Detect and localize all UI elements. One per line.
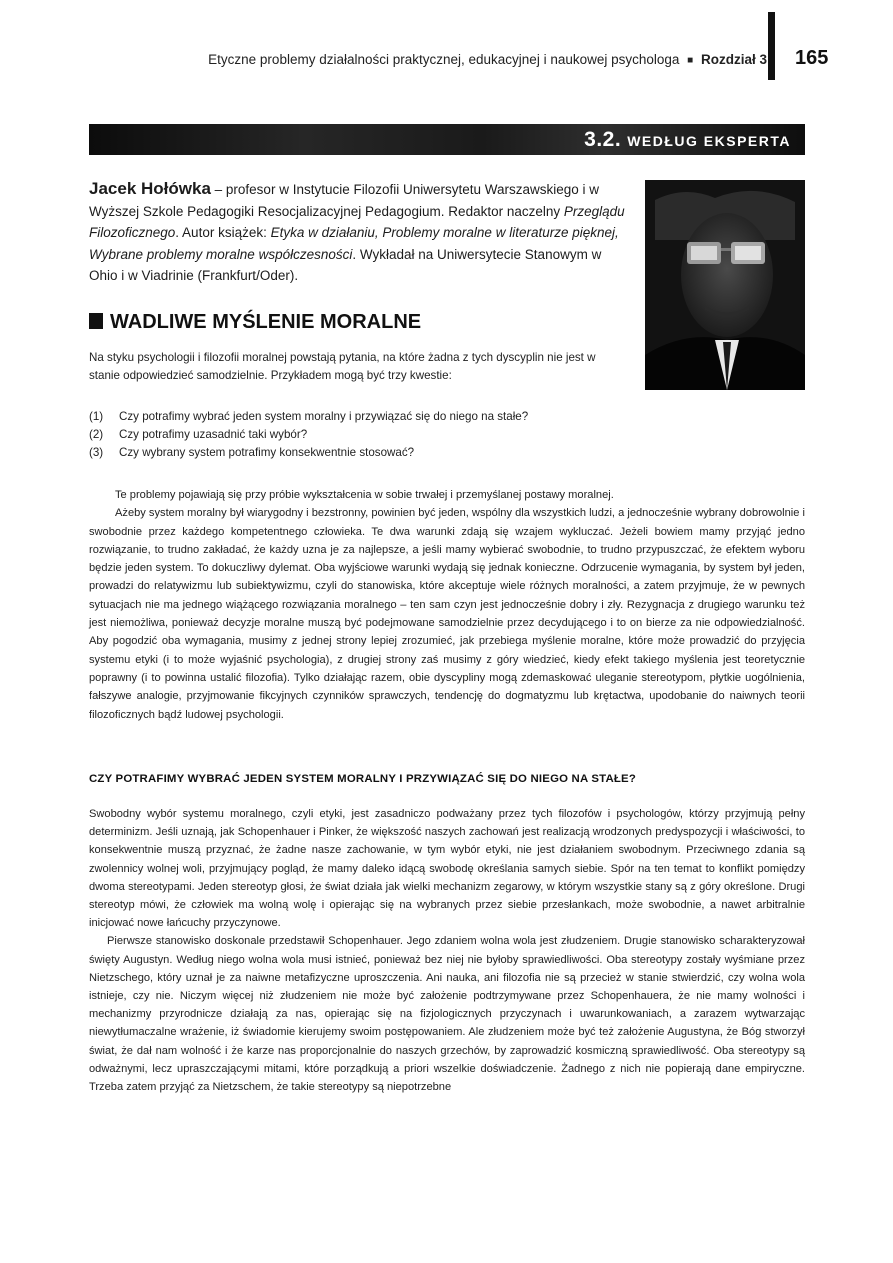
section-paragraph: Pierwsze stanowisko doskonale przedstawił Schopenhauer. Jego zdaniem wolna wola jest złudzeniem. Drugie stanowisko scharakteryzował święty Augustyn. Według niego wolna wola musi istnieć, ponieważ bez niej nie byłoby sprawiedliwości. Oba stereotypy zostały wyśmiane przez Nietzschego, który uznał je za naiwne metafizyczne uproszczenia. Ani nauka, ani filozofia nie są przecież w stanie stwierdzić, czy wolna wola istnieje, czy nie. Niczym więcej niż złudzeniem nie może być założenie podtrzymywane przez Schopenhauera, że nie mamy wolności i mechanizmy przyrodnicze działają za nas, opierając się na fizjologicznych przyczynach i uwarunkowaniach, a zarazem wytwarzając niewytłumaczalne wrażenie, iż świadomie kierujemy swoim postępowaniem. Ale złudzeniem może być też założenie Augustyna, że Bóg stworzył świat, że dał nam wolność i że karze nas proporcjonalnie do naszych grzechów, by zaprowadzić kosmiczną sprawiedliwość. Oba stereotypy są odważnymi, lecz upraszczającymi mitami, które porządkują a priori wszelkie doświadczenie. Żadnego z nich nie popierają dane empiryczne. Trzeba zatem przyjąć za Nietzschem, że takie stereotypy są niepotrzebne [89, 935, 805, 1094]
body-text [89, 486, 805, 724]
banner-section-number: 3.2. [584, 128, 622, 151]
section-banner [89, 124, 805, 155]
question-number: (3) [89, 446, 104, 459]
question-text: Czy wybrany system potrafimy konsekwentnie stosować? [119, 446, 415, 459]
list-item [89, 408, 789, 426]
main-heading [89, 311, 421, 334]
author-bio-text-2: . Autor książek: [175, 225, 271, 240]
question-text: Czy potrafimy wybrać jeden system moralny i przywiązać się do niego na stałe? [119, 410, 529, 423]
separator-square-icon: ■ [687, 55, 694, 66]
main-heading-text: WADLIWE MYŚLENIE MORALNE [110, 311, 422, 333]
intro-paragraph: Na styku psychologii i filozofii moralnej powstają pytania, na które żadna z tych dyscyplin nie jest w stanie odpowiedzieć samodzielnie. Przykładem mogą być trzy kwestie: [89, 351, 596, 382]
body-paragraph: Ażeby system moralny był wiarygodny i bezstronny, powinien być jeden, wspólny dla wszystkich ludzi, a jednocześnie wybrany dobrowolnie i swobodnie przez każdego kompetentnego człowieka. Te dwa warunki zdają się wzajem wykluczać. Jeżeli bowiem mamy przyjąć jedno rozwiązanie, to trudno zakładać, że każdy uzna je za najlepsze, a jeśli mamy wybierać swobodnie, to trudno przypuszczać, że efektem wyboru będzie jeden system. To dokuczliwy dylemat. Oba wyjściowe warunki wydają się jednak konieczne. Odrzucenie wymagania, by system był jeden, prowadzi do relatywizmu lub subiektywizmu, czyli do stanowiska, które akceptuje wiele różnych moralności, a zatem przyjmuje, że w pewnych sytuacjach nie ma jednego wiążącego rozwiązania moralnego – ten sam czyn jest jednocześnie dobry i zły. Rezygnacja z drugiego warunku też jest niemożliwa, ponieważ decyzje moralne muszą być podejmowane samodzielnie przez decydującego i to on bierze za nie odpowiedzialność. Aby pogodzić oba wymagania, musimy z jednej strony lepiej zrozumieć, jak przebiega myślenie moralne, które może prowadzić do przyjęcia systemu etyki (i to może wyjaśnić psychologia), z drugiej strony zaś musimy z góry wiedzieć, kiedy efekt takiego myślenia jest teoretycznie poprawny (i to powinna ustalić filozofia). Tylko działając razem, obie dyscypliny mogą zdemaskować uleganie stereotypom, płytkie uogólnienia, fałszywe analogie, przyjmowanie fikcyjnych czynników sprawczych, tendencję do dogmatyzmu lub krętactwa, upodobanie do naiwnych teorii filozoficznych bądź ludowej psychologii. [89, 507, 805, 721]
subheading: CZY POTRAFIMY WYBRAĆ JEDEN SYSTEM MORALNY I PRZYWIĄZAĆ SIĘ DO NIEGO NA STAŁE? [89, 773, 636, 785]
banner-label [584, 128, 791, 152]
author-journal: Przeglądu Filozoficznego [89, 203, 625, 240]
section-text [89, 805, 805, 1096]
banner-section-title: WEDŁUG EKSPERTA [627, 133, 791, 149]
question-number: (2) [89, 428, 104, 441]
body-paragraph: Te problemy pojawiają się przy próbie wykształcenia w sobie trwałej i przemyślanej postawy moralnej. [115, 489, 614, 501]
list-item [89, 444, 789, 462]
author-bio-text-1: – profesor w Instytucie Filozofii Uniwersytetu Warszawskiego i w Wyższej Szkole Pedagogiki Resocjalizacyjnej Pedagogium. Redaktor naczelny [89, 182, 600, 219]
author-bio-text-3: . Wykładał na Uniwersytecie Stanowym w Ohio i w Viadrinie (Frankfurt/Oder). [89, 246, 602, 283]
heading-square-icon [89, 313, 103, 329]
author-bio [89, 178, 629, 287]
author-books: Etyka w działaniu, Problemy moralne w literaturze pięknej, Wybrane problemy moralne współczesności [89, 225, 619, 262]
running-header [0, 52, 767, 67]
author-portrait-image [645, 180, 805, 390]
header-vertical-bar [768, 12, 775, 80]
chapter-label: Rozdział 3 [700, 52, 767, 67]
question-number: (1) [89, 410, 104, 423]
author-photo [645, 180, 805, 390]
author-name: Jacek Hołówka [89, 179, 211, 198]
page-number: 165 [795, 47, 829, 69]
running-title: Etyczne problemy działalności praktycznej, edukacyjnej i naukowej psychologa [208, 52, 680, 67]
question-list [89, 408, 789, 462]
question-text: Czy potrafimy uzasadnić taki wybór? [119, 428, 308, 441]
list-item [89, 426, 789, 444]
section-paragraph: Swobodny wybór systemu moralnego, czyli etyki, jest zasadniczo podważany przez tych filozofów i psychologów, którzy przyjmują pełny determinizm. Jeśli uznają, jak Schopenhauer i Pinker, że większość naszych zachowań jest realizacją wrodzonych predyspozycji i właściwości, to konsekwentnie muszą przyznać, że żadne nasze zachowanie, w tym wybór etyki, nie jest działaniem swobodnym. Przeciwnego zdania są zwolennicy wolnej woli, przyjmujący pogląd, że mamy daleko idącą swobodę określania samych siebie. Spór na ten temat to konflikt pomiędzy dwoma stereotypami. Jeden stereotyp głosi, że świat działa jak wielki mechanizm zegarowy, w którym wszystkie stany są z góry określone. Drugi stereotyp mówi, że człowiek ma wolną wolę i opierając się na wybranych przez siebie przesłankach, może swobodnie, a nawet arbitralnie inicjować nowe łańcuchy przyczynowe. [89, 808, 805, 930]
